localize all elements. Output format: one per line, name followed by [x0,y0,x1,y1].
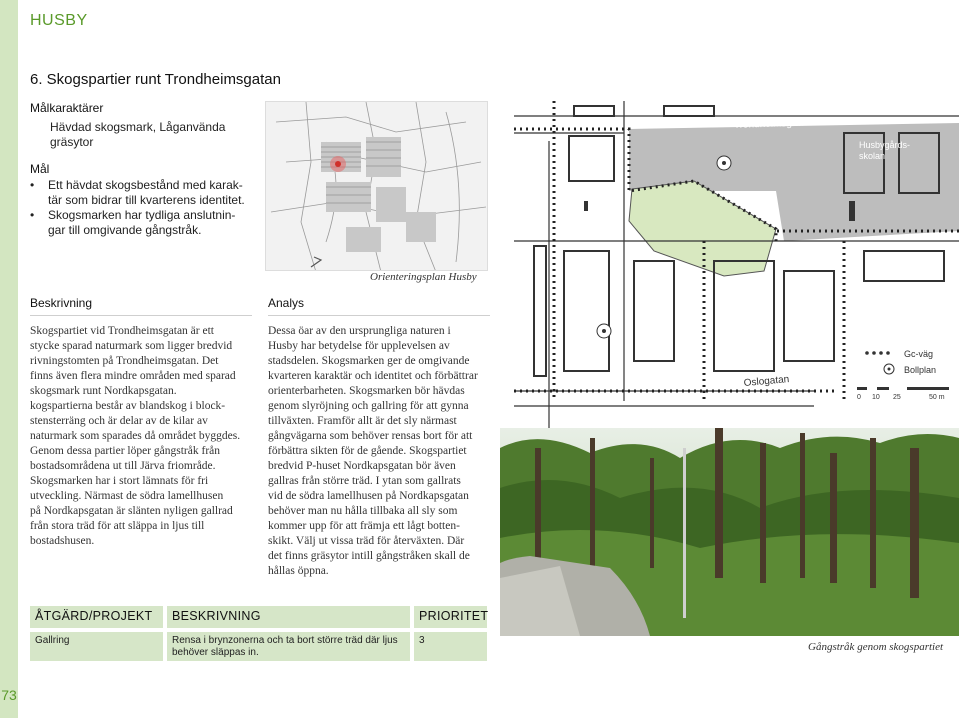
school-label-line1: Husbygårds- [859,140,911,150]
plan-map [514,101,959,428]
section-title: 6. Skogspartier runt Trondheimsgatan [30,71,281,88]
beskrivning-body [30,324,258,549]
header-title: HUSBY [30,12,88,29]
table-header-beskrivning: BESKRIVNING [167,606,410,628]
analys-line: gallras från större träd. I ytan som gallrats [268,475,461,487]
scale-label-0: 0 [857,394,861,401]
analys-line: vid de södra lamellhusen på Nordkapsgatan [268,490,469,502]
table-cell-atgard: Gallring [30,632,163,661]
beskrivning-line: utveckling. Närmast de södra lamellhusen [30,490,224,502]
malkaraktarer-text: Hävdad skogsmark, Låganvända gräsytor [50,120,226,149]
analys-line: stadsdelen. Skogsmarken ger de omgivande [268,355,470,367]
beskrivning-line: finns även flera mindre områden med sparad [30,370,236,382]
beskrivning-line: Skogsmarken har i stort lämnats för fri [30,475,209,487]
beskrivning-line: bostadshusen. [30,535,95,547]
forest-photo [500,428,959,636]
mal-item: • Ett hävdat skogsbestånd med karak- tär som bidrar till kvarterens identitet. [30,178,260,208]
beskrivning-line: kogspartierna består av blandskog i block- [30,400,226,412]
beskrivning-line: på Nordkapsgatan är slänten nyligen gallrad [30,505,233,517]
malkaraktarer-heading: Målkaraktärer [30,101,104,115]
beskrivning-line: Skogspartiet vid Trondheimsgatan är ett [30,325,214,337]
divider [30,315,252,316]
analys-line: Dessa öar av den ursprungliga naturen i [268,325,451,337]
beskrivning-line: rivningstomten på Trondheimsgatan. Det [30,355,219,367]
analys-line: tillväxten. Framför allt är det sly närmast [268,415,457,427]
analys-body [268,324,498,579]
scale-bar [857,387,949,390]
analys-heading: Analys [268,296,305,310]
mal-item: • Skogsmarken har tydliga anslutnin- gar till omgivande gångstråk. [30,208,260,238]
scale-label-25: 25 [893,394,901,401]
school-label-line2: skolan [859,151,886,161]
legend-path-label: Gc-väg [904,349,934,359]
beskrivning-line: Genom dessa partier löper gångstråk från [30,445,220,457]
analys-line: gångvägarna som behöver rensas bort för att [268,430,473,442]
analys-line: Husby har betydelse för upplevelsen av [268,340,450,352]
analys-line: orienterbarheten. Skogsmarken bör hävdas [268,385,465,397]
analys-line: kvarteren karaktär och identitet och förbättrar [268,370,478,382]
page-number: 73 [0,683,18,709]
orientation-map-caption: Orienteringsplan Husby [370,271,477,283]
analys-heading-wrap [268,296,490,316]
analys-line: skikt. Välj ut vissa träd för återväxten. Där [268,535,465,547]
beskrivning-line: stycke sparad naturmark som ligger bredvid [30,340,233,352]
forest-photo-graphic [500,428,959,636]
beskrivning-line: från stora träd för att släppa in ljus till [30,520,205,532]
divider [268,315,490,316]
table-cell-prioritet: 3 [414,632,487,661]
lamp-post [683,448,686,618]
table-cell-beskrivning: Rensa i brynzonerna och ta bort större träd där ljus behöver släppas in. [167,632,410,661]
beskrivning-line: bostadsområdena ut till Järva friområde. [30,460,216,472]
legend-field-label: Bollplan [904,365,937,375]
scale-label-10: 10 [872,394,880,401]
scale-label-50: 50 m [929,394,945,401]
mal-heading: Mål [30,162,50,176]
beskrivning-line: skogsmark runt Nordkapsgatan. [30,385,177,397]
beskrivning-line: naturmark som sparades då området byggdes. [30,430,241,442]
analys-line: bredvid P-huset Nordkapsgatan bör även [268,460,456,472]
orientation-map [265,101,488,271]
photo-caption: Gångstråk genom skogspartiet [808,641,944,653]
beskrivning-line: stensterräng och är delar av de kilar av [30,415,208,427]
street-label-bottom: Oslogatan [743,374,790,389]
mal-list [30,178,260,238]
analys-line: kommer upp för att främja ett lågt botten- [268,520,460,532]
analys-line: det finns gräsytor intill gångstråken skall de [268,550,470,562]
orientation-map-graphic [266,102,488,271]
beskrivning-heading-wrap [30,296,252,316]
analys-line: behöver man nu hålla tillbaka all sly som [268,505,458,517]
analys-line: förbättra sikten för de gående. Skogspartiet [268,445,467,457]
street-label-top: Trondheimsgatan [733,117,812,131]
table-header-prioritet: PRIORITET [414,606,487,628]
plan-map-graphic [514,101,959,428]
analys-line: hållas öppna. [268,565,329,577]
table-header-atgard: ÅTGÄRD/PROJEKT [30,606,163,628]
side-color-bar [0,0,18,718]
beskrivning-heading: Beskrivning [30,296,93,310]
analys-line: genom slyröjning och gallring för att gynna [268,400,469,412]
